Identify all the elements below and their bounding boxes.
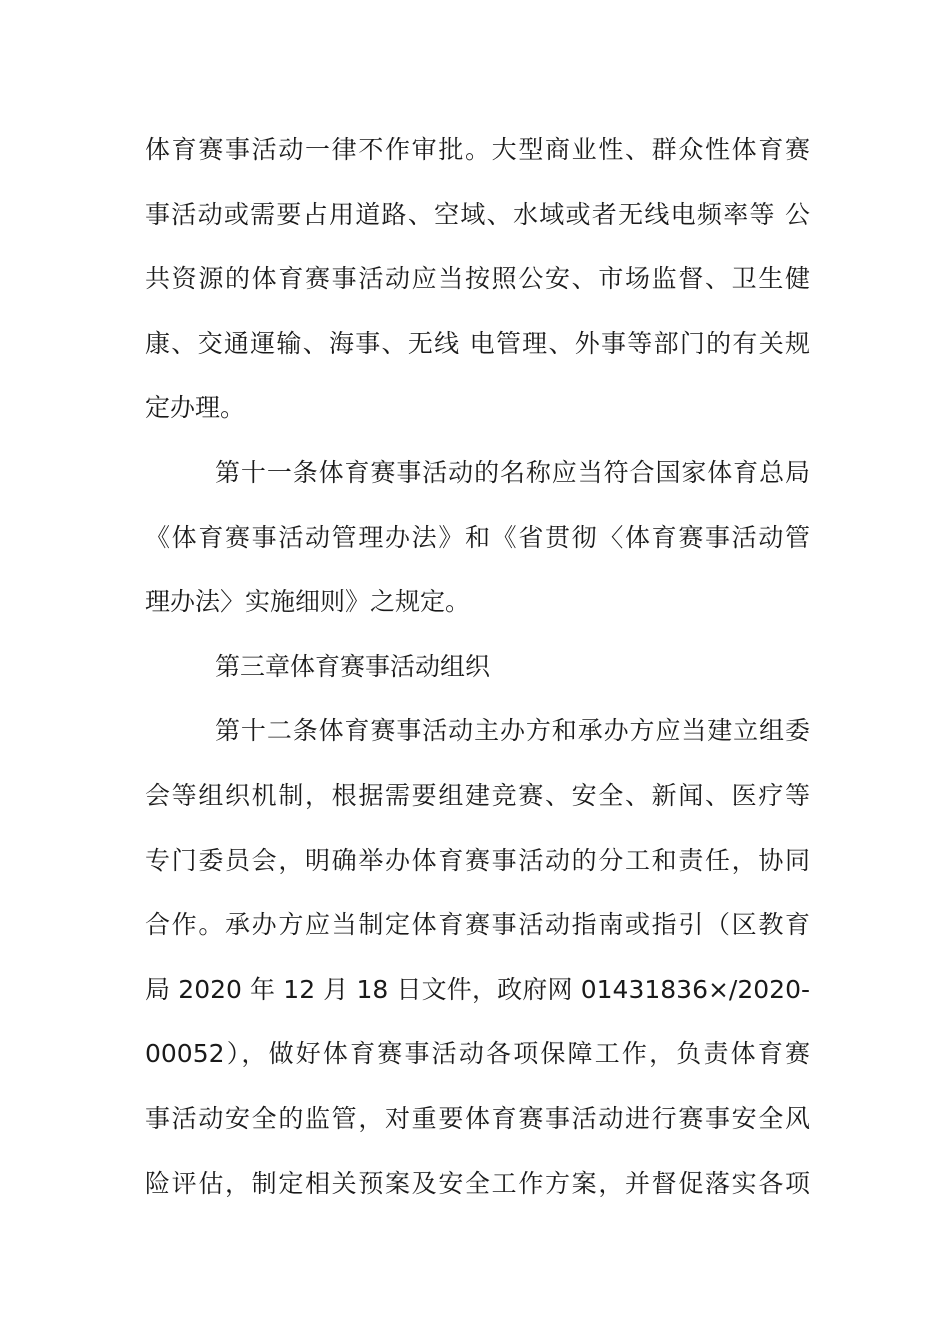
text-line: 00052），做好体育赛事活动各项保障工作，负责体育赛 bbox=[145, 1039, 810, 1069]
text-line: 会等组织机制，根据需要组建竞赛、安全、新闻、医疗等 bbox=[145, 780, 810, 810]
text-line: 事活动安全的监管，对重要体育赛事活动进行赛事安全风 bbox=[145, 1103, 810, 1133]
text-line: 第十一条体育赛事活动的名称应当符合国家体育总局 bbox=[215, 457, 810, 487]
text-line: 定办理。 bbox=[145, 393, 246, 423]
text-line: 共资源的体育赛事活动应当按照公安、市场监督、卫生健 bbox=[145, 264, 810, 294]
body-text bbox=[145, 118, 810, 1216]
text-line: 险评估，制定相关预案及安全工作方案，并督促落实各项 bbox=[145, 1168, 810, 1198]
text-line: 体育赛事活动一律不作审批。大型商业性、群众性体育赛 bbox=[145, 135, 810, 164]
text-line: 局 2020 年 12 月 18 日文件，政府网 01431836×/2020- bbox=[145, 974, 810, 1004]
text-line: 第三章体育赛事活动组织 bbox=[215, 651, 491, 681]
text-line: 《体育赛事活动管理办法》和《省贯彻〈体育赛事活动管 bbox=[145, 522, 810, 552]
text-line: 专门委员会，明确举办体育赛事活动的分工和责任，协同 bbox=[145, 845, 810, 875]
text-line: 理办法〉实施细则》之规定。 bbox=[145, 587, 471, 617]
text-line: 康、交通運输、海事、无线 电管理、外事等部门的有关规 bbox=[145, 328, 810, 358]
text-line: 第十二条体育赛事活动主办方和承办方应当建立组委 bbox=[215, 716, 810, 746]
text-line: 事活动或需要占用道路、空域、水域或者无线电频率等 公 bbox=[145, 199, 810, 229]
text-line: 合作。承办方应当制定体育赛事活动指南或指引（区教育 bbox=[145, 910, 810, 940]
